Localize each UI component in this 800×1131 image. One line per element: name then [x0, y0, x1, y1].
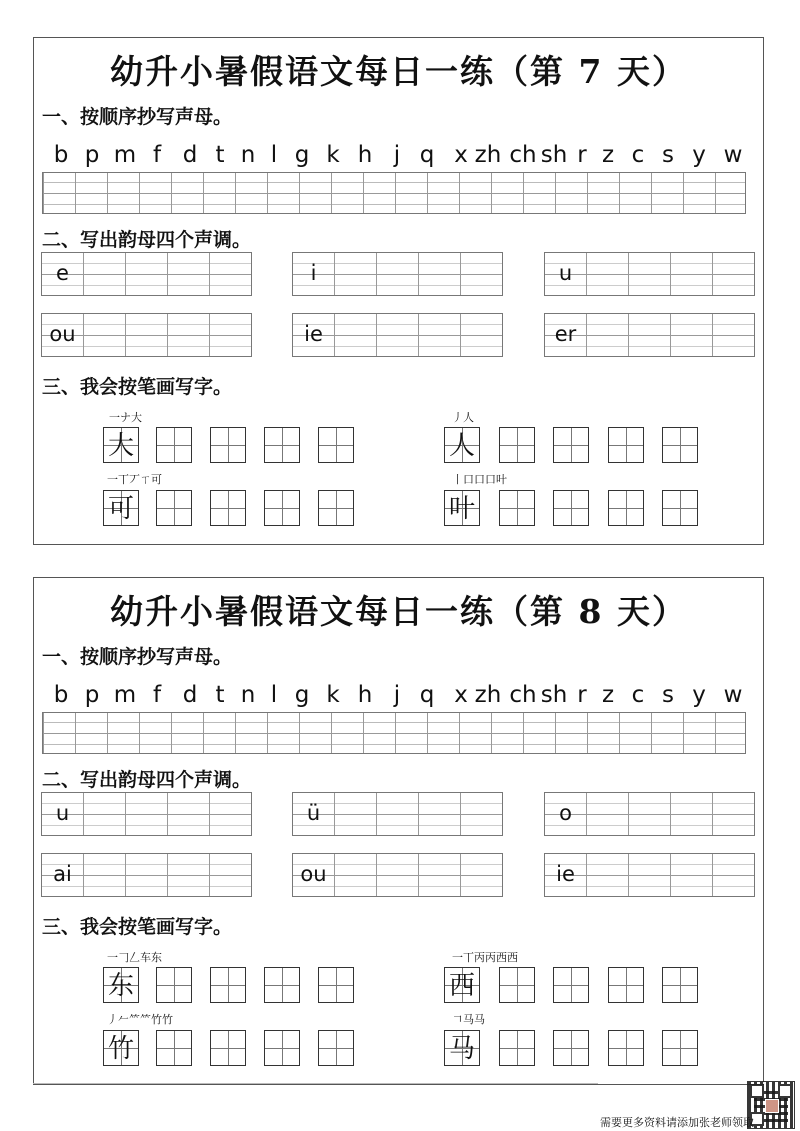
- initial-letter: q: [419, 142, 435, 168]
- initial-letter: sh: [540, 682, 568, 708]
- initial-letter: l: [270, 142, 278, 168]
- tian-grid[interactable]: [608, 490, 644, 526]
- worksheet-day7: [33, 37, 764, 545]
- stroke-order: 丿人: [452, 411, 474, 424]
- stroke-order: 一丅丆ㄒ可: [107, 473, 162, 486]
- tian-grid[interactable]: [210, 427, 246, 463]
- pinyin-writing-grid[interactable]: [42, 712, 746, 754]
- initial-letter: r: [577, 142, 587, 168]
- tian-grid[interactable]: [662, 490, 698, 526]
- section-2-heading: 二、写出韵母四个声调。: [42, 769, 252, 791]
- initial-letter: h: [357, 142, 373, 168]
- initial-letter: g: [294, 682, 310, 708]
- worksheet-day8: [33, 577, 764, 1085]
- tian-grid[interactable]: [210, 1030, 246, 1066]
- tian-grid-sample: [444, 1030, 480, 1066]
- stroke-order: 丨口口口叶: [452, 473, 507, 486]
- tian-grid[interactable]: [608, 1030, 644, 1066]
- sample-character: 叶: [448, 494, 475, 524]
- tian-grid[interactable]: [210, 967, 246, 1003]
- tian-grid[interactable]: [662, 1030, 698, 1066]
- section-1-heading: 一、按顺序抄写声母。: [42, 106, 233, 128]
- section-3-heading: 三、我会按笔画写字。: [42, 376, 233, 398]
- tian-grid[interactable]: [264, 1030, 300, 1066]
- tone-writing-box[interactable]: [544, 313, 755, 357]
- worksheet-title: 幼升小暑假语文每日一练（第 7 天）: [110, 52, 687, 91]
- initial-letter: q: [419, 682, 435, 708]
- initial-letter: p: [84, 682, 100, 708]
- sample-character: 东: [107, 971, 134, 1001]
- initial-letter: j: [393, 682, 401, 708]
- tone-writing-box[interactable]: [41, 252, 252, 296]
- initial-letter: f: [152, 142, 162, 168]
- tian-grid-sample: [444, 967, 480, 1003]
- tian-grid[interactable]: [553, 490, 589, 526]
- initial-letter: h: [357, 682, 373, 708]
- initial-letter: w: [723, 142, 743, 168]
- tian-grid[interactable]: [499, 1030, 535, 1066]
- vowel-label: ou: [300, 862, 327, 886]
- tian-grid[interactable]: [210, 490, 246, 526]
- vowel-label: ü: [306, 801, 321, 825]
- tian-grid-sample: [444, 490, 480, 526]
- tian-grid[interactable]: [553, 427, 589, 463]
- tian-grid-sample: [103, 427, 139, 463]
- initial-letter: w: [723, 682, 743, 708]
- tian-grid[interactable]: [499, 967, 535, 1003]
- initial-letter: k: [326, 682, 340, 708]
- vowel-label: ou: [49, 322, 76, 346]
- initial-letter: x: [454, 682, 468, 708]
- vowel-label: i: [310, 261, 317, 285]
- initial-letter: n: [240, 682, 256, 708]
- stroke-order: 丿𠂉⺮⺮竹竹: [107, 1013, 173, 1026]
- sample-character: 西: [448, 971, 475, 1001]
- tian-grid-sample: [103, 967, 139, 1003]
- tone-writing-box[interactable]: [41, 313, 252, 357]
- initial-letter: b: [53, 142, 69, 168]
- stroke-order: 一ナ大: [109, 411, 142, 424]
- vowel-label: e: [56, 261, 69, 285]
- initial-letter: b: [53, 682, 69, 708]
- initial-letter: y: [692, 142, 706, 168]
- tian-grid[interactable]: [499, 427, 535, 463]
- tian-grid[interactable]: [608, 967, 644, 1003]
- vowel-label: ai: [53, 862, 72, 886]
- initial-letter: l: [270, 682, 278, 708]
- initial-letter: sh: [540, 142, 568, 168]
- tian-grid[interactable]: [553, 967, 589, 1003]
- initial-letter: zh: [474, 142, 502, 168]
- tian-grid[interactable]: [662, 967, 698, 1003]
- tian-grid-sample: [103, 490, 139, 526]
- tone-writing-box[interactable]: [292, 853, 503, 897]
- initials-row: [42, 680, 754, 712]
- initial-letter: t: [215, 142, 225, 168]
- pinyin-writing-grid[interactable]: [42, 172, 746, 214]
- tian-grid[interactable]: [264, 967, 300, 1003]
- tian-grid[interactable]: [318, 967, 354, 1003]
- sample-character: 竹: [107, 1034, 134, 1064]
- tian-grid[interactable]: [156, 427, 192, 463]
- initial-letter: s: [662, 142, 674, 168]
- footer-divider: [33, 1083, 598, 1084]
- vowel-label: u: [558, 261, 573, 285]
- initial-letter: c: [631, 682, 645, 708]
- initial-letter: j: [393, 142, 401, 168]
- initial-letter: ch: [509, 682, 537, 708]
- initial-letter: d: [182, 142, 198, 168]
- section-2-heading: 二、写出韵母四个声调。: [42, 229, 252, 251]
- tone-writing-box[interactable]: [292, 252, 503, 296]
- tian-grid[interactable]: [318, 427, 354, 463]
- tone-writing-box[interactable]: [544, 853, 755, 897]
- tian-grid-sample: [103, 1030, 139, 1066]
- sample-character: 大: [107, 431, 134, 461]
- tian-grid-sample: [444, 427, 480, 463]
- tian-grid[interactable]: [499, 490, 535, 526]
- tone-writing-box[interactable]: [41, 792, 252, 836]
- stroke-order: 一丅丙丙西西: [452, 951, 518, 964]
- initial-letter: f: [152, 682, 162, 708]
- initial-letter: n: [240, 142, 256, 168]
- vowel-label: ie: [304, 322, 323, 346]
- tian-grid[interactable]: [318, 490, 354, 526]
- tone-writing-box[interactable]: [544, 792, 755, 836]
- initial-letter: zh: [474, 682, 502, 708]
- tian-grid[interactable]: [662, 427, 698, 463]
- initial-letter: g: [294, 142, 310, 168]
- stroke-order: 一𠃌𠃋车东: [107, 951, 162, 964]
- tone-writing-box[interactable]: [292, 792, 503, 836]
- vowel-label: er: [554, 322, 577, 346]
- initial-letter: s: [662, 682, 674, 708]
- qr-code-icon: [747, 1081, 795, 1129]
- initial-letter: x: [454, 142, 468, 168]
- sample-character: 人: [448, 431, 475, 461]
- tian-grid[interactable]: [156, 1030, 192, 1066]
- sample-character: 马: [448, 1034, 475, 1064]
- initial-letter: ch: [509, 142, 537, 168]
- initial-letter: p: [84, 142, 100, 168]
- initial-letter: t: [215, 682, 225, 708]
- initial-letter: y: [692, 682, 706, 708]
- worksheet-title: 幼升小暑假语文每日一练（第 8 天）: [110, 592, 687, 631]
- initial-letter: r: [577, 682, 587, 708]
- stroke-order: 𠃍马马: [452, 1013, 485, 1026]
- tone-writing-box[interactable]: [292, 313, 503, 357]
- tian-grid[interactable]: [318, 1030, 354, 1066]
- tone-writing-box[interactable]: [544, 252, 755, 296]
- footer-contact-note: 需要更多资料请添加张老师领取: [600, 1116, 754, 1129]
- initial-letter: k: [326, 142, 340, 168]
- vowel-label: o: [559, 801, 572, 825]
- tian-grid[interactable]: [156, 490, 192, 526]
- initial-letter: z: [601, 142, 615, 168]
- vowel-label: u: [55, 801, 70, 825]
- initial-letter: m: [113, 682, 137, 708]
- tian-grid[interactable]: [264, 427, 300, 463]
- initial-letter: d: [182, 682, 198, 708]
- initial-letter: z: [601, 682, 615, 708]
- initials-row: [42, 140, 754, 172]
- tian-grid[interactable]: [553, 1030, 589, 1066]
- section-3-heading: 三、我会按笔画写字。: [42, 916, 233, 938]
- tian-grid[interactable]: [608, 427, 644, 463]
- tian-grid[interactable]: [156, 967, 192, 1003]
- tian-grid[interactable]: [264, 490, 300, 526]
- initial-letter: m: [113, 142, 137, 168]
- section-1-heading: 一、按顺序抄写声母。: [42, 646, 233, 668]
- tone-writing-box[interactable]: [41, 853, 252, 897]
- sample-character: 可: [107, 494, 134, 524]
- initial-letter: c: [631, 142, 645, 168]
- vowel-label: ie: [556, 862, 575, 886]
